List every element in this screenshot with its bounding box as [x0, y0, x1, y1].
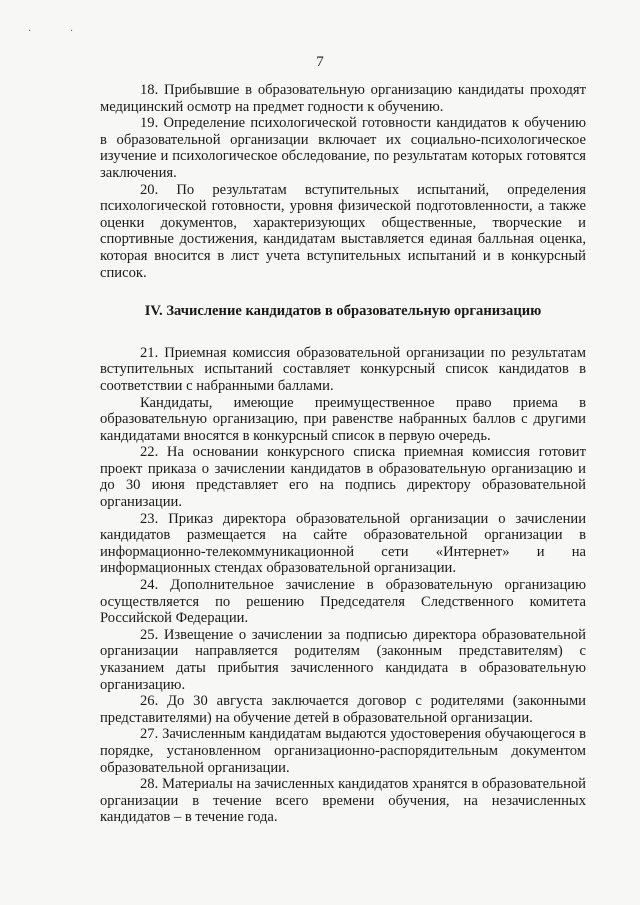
paragraph-28: 28. Материалы на зачисленных кандидатов хранятся в образовательной организации в течение всего времени обучения, на незачисленных кандидатов – в течение года. [100, 776, 586, 826]
paragraph-27: 27. Зачисленным кандидатам выдаются удостоверения обучающегося в порядке, установленном организационно-распорядительным документом образовательной организации. [100, 726, 586, 776]
paragraph-22: 22. На основании конкурсного списка приемная комиссия готовит проект приказа о зачислении кандидатов в образовательную организацию и до 30 июня представляет его на подпись директору образовательной организации. [100, 444, 586, 511]
paragraph-19: 19. Определение психологической готовности кандидатов к обучению в образовательной организации включает их социально-психологическое изучение и психологическое обследование, по результатам которых готовятся заключения. [100, 115, 586, 181]
paragraph-21-candidates: Кандидаты, имеющие преимущественное право приема в образовательную организацию, при равенстве набранных баллов с другими кандидатами вносятся в конкурсный список в первую очередь. [100, 394, 586, 444]
scan-specks: · · [28, 26, 92, 37]
page-number: 7 [316, 54, 324, 70]
section-heading: IV. Зачисление кандидатов в образовательную организацию [144, 303, 542, 320]
paragraph-24: 24. Дополнительное зачисление в образовательную организацию осуществляется по решению Председателя Следственного комитета Российской Федерации. [100, 577, 586, 627]
paragraph-23: 23. Приказ директора образовательной организации о зачислении кандидатов размещается на сайте образовательной организации в информационно-телекоммуникационной сети «Интернет» и на информационных стендах образовательной организации. [100, 510, 586, 577]
document-body [100, 82, 586, 826]
paragraph-18: 18. Прибывшие в образовательную организацию кандидаты проходят медицинский осмотр на предмет годности к обучению. [100, 82, 586, 115]
paragraph-25: 25. Извещение о зачислении за подписью директора образовательной организации направляется родителям (законным представителям) с указанием даты прибытия зачисленного кандидата в образовательную организацию. [100, 626, 586, 693]
paragraph-20: 20. По результатам вступительных испытаний, определения психологической готовности, уровня физической подготовленности, а также оценки документов, характеризующих общественные, творческие и спортивные достижения, кандидатам выставляется единая балльная оценка, которая вносится в лист учета вступительных испытаний и в конкурсный список. [100, 181, 586, 281]
paragraph-26: 26. До 30 августа заключается договор с родителями (законными представителями) на обучение детей в образовательной организации. [100, 693, 586, 726]
paragraph-21: 21. Приемная комиссия образовательной организации по результатам вступительных испытаний составляет конкурсный список кандидатов в соответствии с набранными баллами. [100, 344, 586, 394]
